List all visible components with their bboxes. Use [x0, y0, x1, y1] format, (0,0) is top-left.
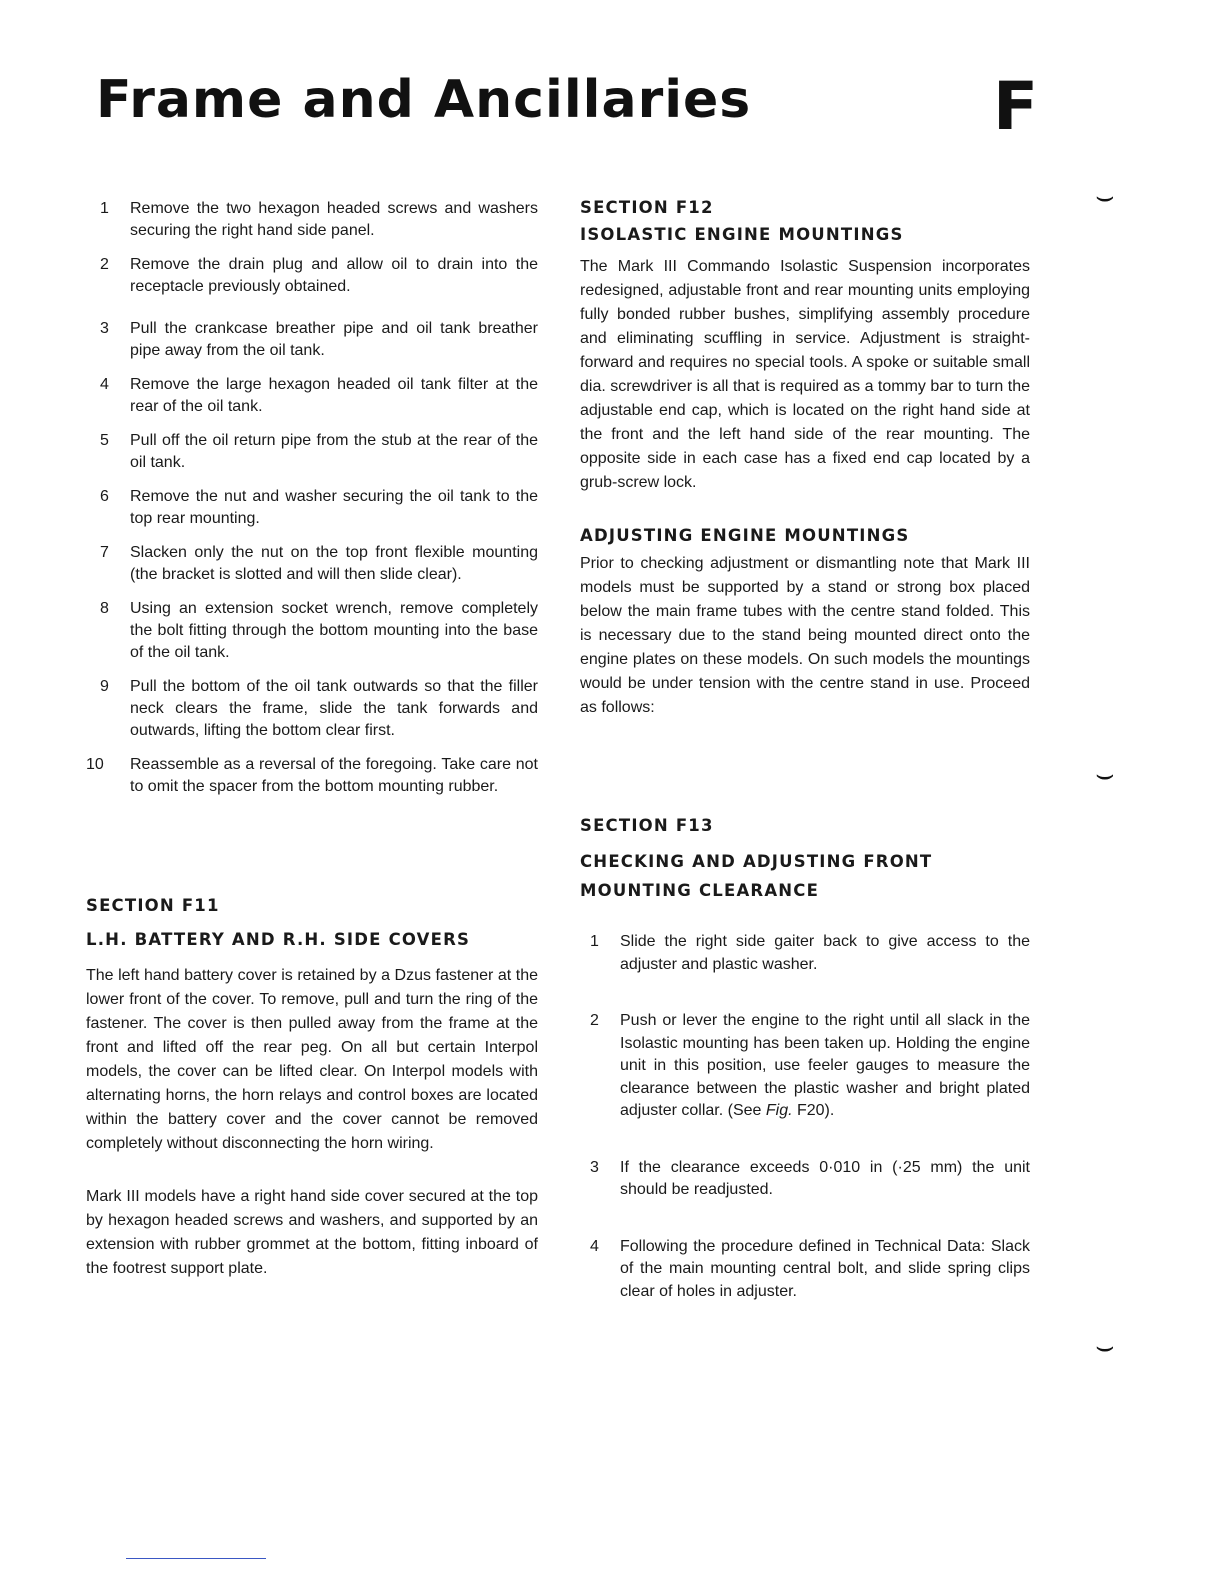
paragraph: Prior to checking adjustment or dismantling note that Mark III models must be supported by a stand or strong box placed below the main frame tubes with the centre stand folded. This is necessary due to the stand being mounted direct onto the engine plates on these models. On such models the mountings would be under tension with the centre stand in use. Proceed as follows:: [580, 555, 1030, 716]
section-heading: CHECKING AND ADJUSTING FRONT: [580, 852, 933, 871]
step-number: 5: [100, 432, 109, 449]
list-item: [86, 486, 538, 530]
section-label: SECTION F12: [580, 198, 714, 217]
step-number: 6: [100, 488, 109, 505]
step-text-part: F20).: [792, 1102, 835, 1119]
step-number: 10: [86, 756, 104, 773]
right-column: [580, 198, 1030, 1337]
list-item: [86, 676, 538, 742]
list-item: [86, 598, 538, 664]
step-text: Pull the bottom of the oil tank outwards so that the filler neck clears the frame, slide the tank forwards and outwards, lifting the bottom clear first.: [130, 678, 538, 739]
step-text: Pull off the oil return pipe from the stub at the rear of the oil tank.: [130, 432, 538, 471]
list-item: [86, 198, 538, 242]
step-number: 7: [100, 544, 109, 561]
section-f13: [580, 816, 1030, 1303]
list-item: [86, 318, 538, 362]
step-text: Using an extension socket wrench, remove completely the bolt fitting through the bottom mounting into the base of the oil tank.: [130, 600, 538, 661]
list-item: [86, 374, 538, 418]
list-item: [580, 1236, 1030, 1304]
list-item: [580, 1157, 1030, 1202]
step-number: 2: [590, 1012, 599, 1029]
step-text: Slide the right side gaiter back to give access to the adjuster and plastic washer.: [620, 933, 1030, 973]
step-text: Slacken only the nut on the top front flexible mounting (the bracket is slotted and will then slide clear).: [130, 544, 538, 583]
list-item: [580, 1010, 1030, 1123]
page-title: Frame and Ancillaries: [96, 70, 752, 130]
figure-reference: Fig.: [765, 1102, 793, 1119]
binding-mark: ⌣: [1095, 179, 1115, 214]
step-text: [620, 1010, 1030, 1123]
step-text: Pull the crankcase breather pipe and oil tank breather pipe away from the oil tank.: [130, 320, 538, 359]
step-number: 3: [590, 1158, 599, 1176]
step-text: Following the procedure defined in Technical Data: Slack of the main mounting central bolt, and slide spring clips clear of holes in adjuster.: [620, 1237, 1030, 1300]
adjustment-steps: [580, 931, 1030, 1303]
step-text-part: Push or lever the engine to the right until all slack in the Isolastic mounting has been taken up. Holding the engine unit in this position, use feeler gauges to measure the clearance between the plastic washer and bright plated adjuster collar. (See: [620, 1012, 1030, 1119]
left-column: [86, 198, 538, 1281]
sub-heading: ADJUSTING ENGINE MOUNTINGS: [580, 526, 910, 545]
step-number: 1: [590, 933, 599, 950]
step-text: Remove the large hexagon headed oil tank filter at the rear of the oil tank.: [130, 376, 538, 415]
step-text: If the clearance exceeds 0·010 in (·25 mm) the unit should be readjusted.: [620, 1158, 1030, 1198]
paragraph: Mark III models have a right hand side cover secured at the top by hexagon headed screws and washers, and supported by an extension with rubber grommet at the bottom, fitting inboard of the footrest support plate.: [86, 1188, 538, 1277]
section-label: SECTION F13: [580, 816, 714, 835]
binding-mark: ⌣: [1095, 1329, 1115, 1364]
step-number: 2: [100, 256, 109, 273]
footer-rule: [126, 1558, 266, 1559]
section-label: SECTION F11: [86, 896, 220, 915]
binding-mark: ⌣: [1095, 757, 1115, 792]
step-number: 4: [590, 1237, 599, 1255]
step-number: 3: [100, 320, 109, 337]
paragraph: The Mark III Commando Isolastic Suspension incorporates redesigned, adjustable front and rear mounting units employing fully bonded rubber bushes, simplifying assembly procedure and eliminating scuffling in service. Adjustment is straight-forward and requires no special tools. A spoke or suitable small dia. screwdriver is all that is required as a tommy bar to turn the adjustable end cap, which is located on the right hand side at the front and the left hand side of the rear mounting. The opposite side in each case has a fixed end cap located by a grub-screw lock.: [580, 258, 1030, 491]
section-heading: L.H. BATTERY AND R.H. SIDE COVERS: [86, 930, 471, 949]
list-item: [86, 542, 538, 586]
step-number: 1: [100, 200, 109, 217]
oil-tank-removal-steps: [86, 198, 538, 798]
list-item: [580, 931, 1030, 976]
step-text: Remove the drain plug and allow oil to drain into the receptacle previously obtained.: [130, 256, 538, 295]
section-heading: MOUNTING CLEARANCE: [580, 881, 820, 900]
step-text: Remove the two hexagon headed screws and washers securing the right hand side panel.: [130, 200, 538, 239]
step-number: 4: [100, 376, 109, 393]
step-text: Reassemble as a reversal of the foregoing. Take care not to omit the spacer from the bottom mounting rubber.: [130, 756, 538, 795]
section-letter: F: [993, 68, 1039, 145]
step-number: 8: [100, 600, 109, 617]
list-item: [86, 754, 538, 798]
section-f11: [86, 896, 538, 1281]
list-item: [86, 430, 538, 474]
section-heading: ISOLASTIC ENGINE MOUNTINGS: [580, 225, 904, 244]
section-f12: [580, 198, 1030, 720]
step-text: Remove the nut and washer securing the oil tank to the top rear mounting.: [130, 488, 538, 527]
paragraph: The left hand battery cover is retained by a Dzus fastener at the lower front of the cover. To remove, pull and turn the ring of the fastener. The cover is then pulled away from the frame at the front and lifted off the rear peg. On all but certain Interpol models, the cover can be lifted clear. On Interpol models with alternating horns, the horn relays and control boxes are located within the battery cover and the cover cannot be removed completely without disconnecting the horn wiring.: [86, 967, 538, 1152]
step-number: 9: [100, 678, 109, 695]
list-item: [86, 254, 538, 298]
